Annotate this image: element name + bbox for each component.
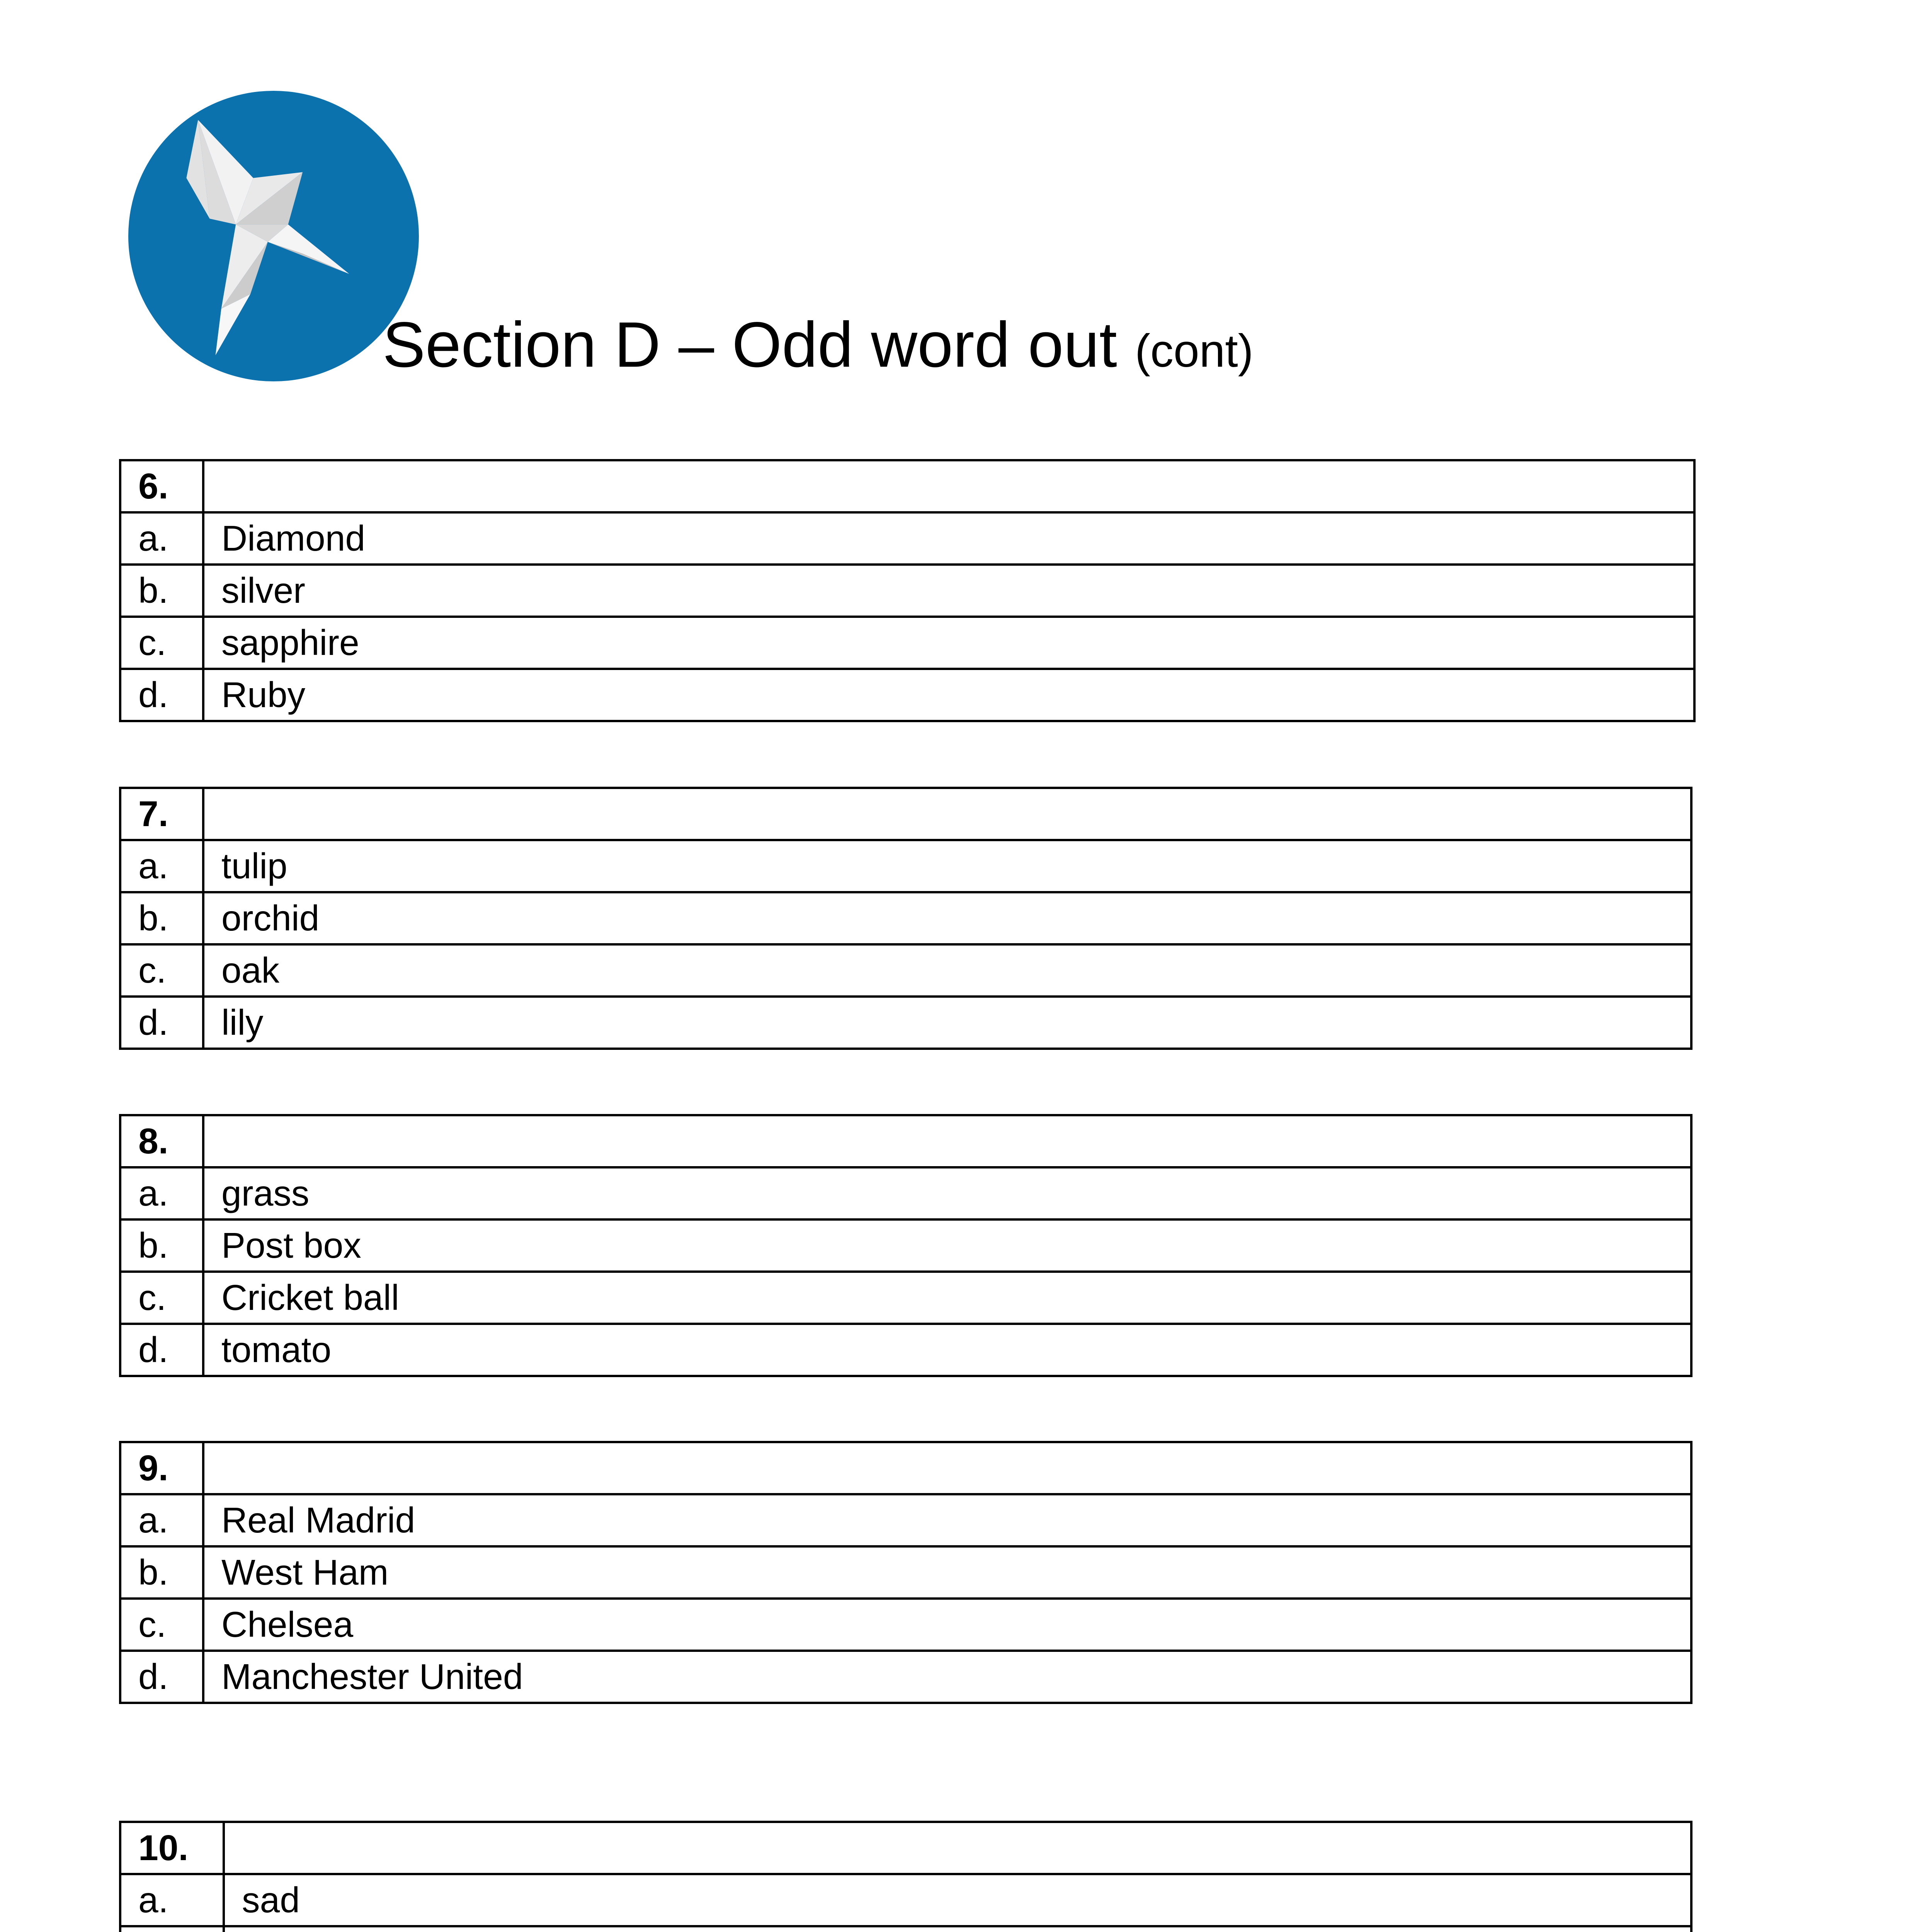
option-text: sapphire <box>203 617 1694 669</box>
option-letter: c. <box>120 1599 203 1651</box>
option-row <box>120 512 1694 565</box>
option-row <box>120 840 1691 892</box>
page-title <box>383 309 1254 381</box>
option-letter: b. <box>120 892 203 944</box>
section-title-suffix: (cont) <box>1135 325 1254 377</box>
option-letter: d. <box>120 997 203 1049</box>
question-answer-cell <box>224 1822 1691 1874</box>
option-text: sad <box>224 1874 1691 1926</box>
option-row <box>120 1167 1691 1219</box>
option-letter: d. <box>120 1651 203 1703</box>
option-letter: d. <box>120 1324 203 1376</box>
question-table-7 <box>119 787 1692 1050</box>
option-text: Real Madrid <box>203 1494 1691 1546</box>
option-letter: a. <box>120 1167 203 1219</box>
option-text: orchid <box>203 892 1691 944</box>
option-letter <box>120 1926 224 1932</box>
section-title-text: Section D – Odd word out <box>383 309 1117 381</box>
option-text: lily <box>203 997 1691 1049</box>
option-letter: a. <box>120 1874 224 1926</box>
option-text: grass <box>203 1167 1691 1219</box>
option-letter: a. <box>120 840 203 892</box>
option-text: tomato <box>203 1324 1691 1376</box>
option-letter: b. <box>120 565 203 617</box>
option-text: Post box <box>203 1219 1691 1272</box>
option-text: Manchester United <box>203 1651 1691 1703</box>
option-letter: a. <box>120 1494 203 1546</box>
option-text: Chelsea <box>203 1599 1691 1651</box>
option-row <box>120 944 1691 997</box>
option-text <box>224 1926 1691 1932</box>
option-letter: c. <box>120 944 203 997</box>
question-number: 7. <box>120 788 203 840</box>
question-answer-cell <box>203 1442 1691 1494</box>
option-row <box>120 1272 1691 1324</box>
question-header-row <box>120 788 1691 840</box>
option-row <box>120 892 1691 944</box>
option-row <box>120 997 1691 1049</box>
option-text: West Ham <box>203 1546 1691 1599</box>
question-table-6 <box>119 459 1696 722</box>
option-row <box>120 1874 1691 1926</box>
option-letter: a. <box>120 512 203 565</box>
question-number: 9. <box>120 1442 203 1494</box>
option-text: Ruby <box>203 669 1694 721</box>
question-header-row <box>120 460 1694 512</box>
option-row <box>120 1651 1691 1703</box>
option-row <box>120 1494 1691 1546</box>
option-row <box>120 1599 1691 1651</box>
option-row <box>120 617 1694 669</box>
question-number: 6. <box>120 460 203 512</box>
question-answer-cell <box>203 460 1694 512</box>
option-letter: c. <box>120 617 203 669</box>
option-letter: c. <box>120 1272 203 1324</box>
question-header-row <box>120 1442 1691 1494</box>
question-table-9 <box>119 1441 1692 1704</box>
option-row <box>120 1546 1691 1599</box>
option-text: tulip <box>203 840 1691 892</box>
option-text: Cricket ball <box>203 1272 1691 1324</box>
question-number: 10. <box>120 1822 224 1874</box>
question-header-row <box>120 1115 1691 1167</box>
origami-dove-icon <box>128 91 419 381</box>
question-table-10 <box>119 1821 1692 1932</box>
option-text: oak <box>203 944 1691 997</box>
option-letter: b. <box>120 1219 203 1272</box>
option-text: Diamond <box>203 512 1694 565</box>
option-letter: b. <box>120 1546 203 1599</box>
question-header-row <box>120 1822 1691 1874</box>
option-row <box>120 1219 1691 1272</box>
origami-dove-logo <box>128 91 419 381</box>
option-row <box>120 1926 1691 1932</box>
question-answer-cell <box>203 1115 1691 1167</box>
option-row <box>120 1324 1691 1376</box>
option-letter: d. <box>120 669 203 721</box>
option-row <box>120 669 1694 721</box>
option-text: silver <box>203 565 1694 617</box>
question-table-8 <box>119 1114 1692 1377</box>
question-number: 8. <box>120 1115 203 1167</box>
question-answer-cell <box>203 788 1691 840</box>
option-row <box>120 565 1694 617</box>
